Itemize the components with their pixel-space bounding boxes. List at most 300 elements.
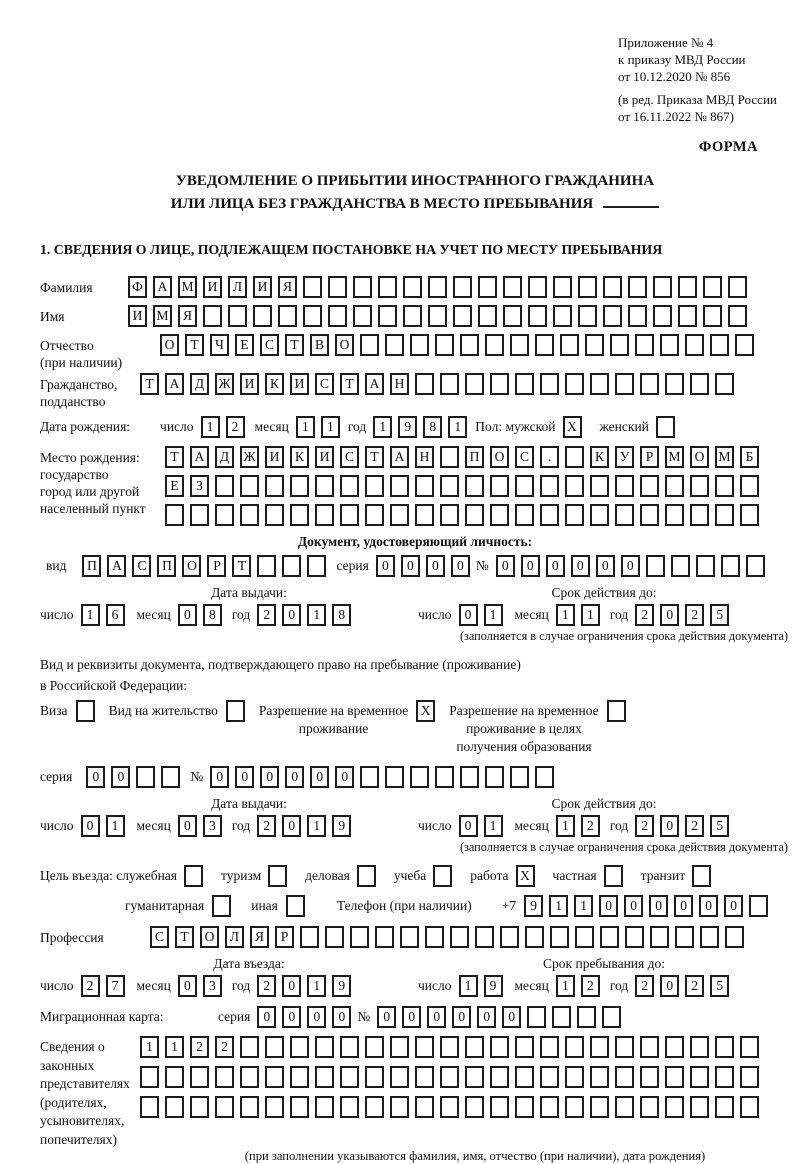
char-box[interactable] (665, 475, 684, 497)
char-box[interactable]: 1 (581, 604, 600, 626)
sex-male-checkbox[interactable]: X (563, 416, 582, 438)
char-box[interactable]: Н (390, 373, 409, 395)
char-box[interactable] (140, 1066, 159, 1088)
char-box[interactable]: 2 (581, 975, 600, 997)
char-box[interactable] (565, 373, 584, 395)
char-box[interactable] (161, 766, 180, 788)
char-box[interactable] (190, 1096, 209, 1118)
char-box[interactable]: Т (175, 926, 194, 948)
char-box[interactable]: 0 (427, 1006, 446, 1028)
char-box[interactable] (665, 1036, 684, 1058)
char-box[interactable] (415, 1036, 434, 1058)
char-box[interactable] (540, 1096, 559, 1118)
purpose-other-checkbox[interactable] (286, 895, 305, 917)
char-box[interactable]: О (335, 334, 354, 356)
char-box[interactable]: С (132, 555, 151, 577)
char-box[interactable]: 8 (332, 604, 351, 626)
char-box[interactable] (303, 305, 322, 327)
char-box[interactable] (340, 1066, 359, 1088)
char-box[interactable] (715, 504, 734, 526)
char-box[interactable] (725, 926, 744, 948)
char-box[interactable] (353, 305, 372, 327)
char-box[interactable]: 1 (484, 604, 503, 626)
char-box[interactable] (465, 1096, 484, 1118)
char-box[interactable] (440, 1066, 459, 1088)
char-box[interactable]: М (178, 276, 197, 298)
char-box[interactable] (453, 305, 472, 327)
char-box[interactable]: 0 (621, 555, 640, 577)
char-box[interactable]: 0 (724, 895, 743, 917)
char-box[interactable]: 2 (581, 815, 600, 837)
char-box[interactable] (528, 305, 547, 327)
char-box[interactable]: 0 (571, 555, 590, 577)
char-box[interactable]: 8 (203, 604, 222, 626)
char-box[interactable] (435, 334, 454, 356)
char-box[interactable] (690, 1036, 709, 1058)
char-box[interactable]: 0 (496, 555, 515, 577)
char-box[interactable]: 5 (710, 815, 729, 837)
char-box[interactable] (265, 1096, 284, 1118)
char-box[interactable] (565, 1096, 584, 1118)
char-box[interactable]: С (340, 446, 359, 468)
purpose-work-checkbox[interactable]: X (516, 865, 535, 887)
char-box[interactable]: Т (185, 334, 204, 356)
char-box[interactable] (590, 504, 609, 526)
char-box[interactable]: 3 (203, 975, 222, 997)
char-box[interactable] (590, 1036, 609, 1058)
char-box[interactable]: 1 (556, 975, 575, 997)
char-box[interactable]: 0 (235, 766, 254, 788)
char-box[interactable] (215, 1066, 234, 1088)
char-box[interactable]: С (515, 446, 534, 468)
char-box[interactable]: 5 (710, 975, 729, 997)
char-box[interactable]: 1 (556, 815, 575, 837)
char-box[interactable]: 9 (484, 975, 503, 997)
char-box[interactable] (440, 504, 459, 526)
char-box[interactable] (415, 504, 434, 526)
char-box[interactable] (165, 1066, 184, 1088)
char-box[interactable]: Т (285, 334, 304, 356)
char-box[interactable] (390, 1036, 409, 1058)
char-box[interactable]: 1 (321, 416, 340, 438)
char-box[interactable] (265, 1066, 284, 1088)
char-box[interactable] (715, 1066, 734, 1088)
char-box[interactable] (240, 475, 259, 497)
char-box[interactable] (640, 504, 659, 526)
char-box[interactable] (628, 276, 647, 298)
char-box[interactable]: 1 (140, 1036, 159, 1058)
edu-permit-checkbox[interactable] (607, 700, 626, 722)
char-box[interactable] (590, 1066, 609, 1088)
char-box[interactable]: 1 (556, 604, 575, 626)
char-box[interactable] (510, 766, 529, 788)
char-box[interactable]: 2 (635, 604, 654, 626)
char-box[interactable] (650, 926, 669, 948)
char-box[interactable]: И (315, 446, 334, 468)
char-box[interactable]: И (240, 373, 259, 395)
char-box[interactable] (365, 504, 384, 526)
char-box[interactable]: И (290, 373, 309, 395)
char-box[interactable] (528, 276, 547, 298)
char-box[interactable] (378, 305, 397, 327)
char-box[interactable] (690, 1096, 709, 1118)
char-box[interactable] (290, 1066, 309, 1088)
char-box[interactable] (535, 766, 554, 788)
char-box[interactable]: 2 (190, 1036, 209, 1058)
char-box[interactable]: Р (275, 926, 294, 948)
char-box[interactable]: 0 (459, 604, 478, 626)
char-box[interactable]: Я (250, 926, 269, 948)
char-box[interactable] (640, 1066, 659, 1088)
char-box[interactable] (515, 504, 534, 526)
char-box[interactable] (460, 766, 479, 788)
char-box[interactable] (340, 504, 359, 526)
char-box[interactable] (515, 373, 534, 395)
char-box[interactable]: 1 (549, 895, 568, 917)
char-box[interactable] (378, 276, 397, 298)
char-box[interactable] (465, 1036, 484, 1058)
char-box[interactable] (265, 1036, 284, 1058)
char-box[interactable] (478, 305, 497, 327)
char-box[interactable] (590, 373, 609, 395)
char-box[interactable]: Е (165, 475, 184, 497)
char-box[interactable] (340, 475, 359, 497)
char-box[interactable]: 0 (660, 815, 679, 837)
char-box[interactable]: Е (235, 334, 254, 356)
char-box[interactable] (485, 766, 504, 788)
char-box[interactable]: И (203, 276, 222, 298)
char-box[interactable] (653, 276, 672, 298)
char-box[interactable] (740, 1066, 759, 1088)
char-box[interactable] (535, 334, 554, 356)
char-box[interactable] (540, 373, 559, 395)
char-box[interactable] (740, 1036, 759, 1058)
char-box[interactable]: 1 (459, 975, 478, 997)
char-box[interactable]: Ф (128, 276, 147, 298)
char-box[interactable] (435, 766, 454, 788)
char-box[interactable] (140, 1096, 159, 1118)
purpose-study-checkbox[interactable] (433, 865, 452, 887)
char-box[interactable]: У (615, 446, 634, 468)
char-box[interactable]: 0 (282, 604, 301, 626)
char-box[interactable] (136, 766, 155, 788)
char-box[interactable]: 0 (660, 604, 679, 626)
char-box[interactable] (615, 373, 634, 395)
char-box[interactable]: О (182, 555, 201, 577)
char-box[interactable]: 1 (484, 815, 503, 837)
char-box[interactable]: К (590, 446, 609, 468)
char-box[interactable] (403, 305, 422, 327)
char-box[interactable] (490, 1096, 509, 1118)
char-box[interactable] (515, 1036, 534, 1058)
char-box[interactable]: А (365, 373, 384, 395)
char-box[interactable] (665, 373, 684, 395)
char-box[interactable]: Т (165, 446, 184, 468)
char-box[interactable] (328, 276, 347, 298)
char-box[interactable] (425, 926, 444, 948)
char-box[interactable] (690, 373, 709, 395)
char-box[interactable] (365, 1096, 384, 1118)
char-box[interactable] (740, 475, 759, 497)
char-box[interactable]: И (128, 305, 147, 327)
char-box[interactable] (553, 305, 572, 327)
char-box[interactable] (615, 1066, 634, 1088)
char-box[interactable] (403, 276, 422, 298)
char-box[interactable] (660, 334, 679, 356)
char-box[interactable] (315, 1096, 334, 1118)
char-box[interactable] (478, 276, 497, 298)
char-box[interactable] (428, 305, 447, 327)
char-box[interactable] (203, 305, 222, 327)
char-box[interactable]: 0 (624, 895, 643, 917)
char-box[interactable] (540, 1036, 559, 1058)
char-box[interactable] (735, 334, 754, 356)
char-box[interactable]: 0 (451, 555, 470, 577)
char-box[interactable] (665, 1066, 684, 1088)
char-box[interactable]: 0 (81, 815, 100, 837)
char-box[interactable]: Ж (215, 373, 234, 395)
char-box[interactable] (715, 475, 734, 497)
char-box[interactable] (603, 305, 622, 327)
char-box[interactable]: 0 (376, 555, 395, 577)
char-box[interactable] (315, 1036, 334, 1058)
char-box[interactable] (350, 926, 369, 948)
char-box[interactable] (728, 305, 747, 327)
char-box[interactable] (628, 305, 647, 327)
char-box[interactable] (228, 305, 247, 327)
residence-permit-checkbox[interactable] (226, 700, 245, 722)
char-box[interactable] (190, 504, 209, 526)
char-box[interactable]: 1 (448, 416, 467, 438)
char-box[interactable]: 0 (178, 975, 197, 997)
char-box[interactable] (740, 504, 759, 526)
purpose-transit-checkbox[interactable] (692, 865, 711, 887)
char-box[interactable] (700, 926, 719, 948)
char-box[interactable]: Т (140, 373, 159, 395)
char-box[interactable] (515, 1096, 534, 1118)
char-box[interactable] (635, 334, 654, 356)
char-box[interactable]: 0 (660, 975, 679, 997)
purpose-business-checkbox[interactable] (357, 865, 376, 887)
char-box[interactable]: 1 (106, 815, 125, 837)
char-box[interactable] (703, 305, 722, 327)
char-box[interactable] (240, 1066, 259, 1088)
char-box[interactable]: 3 (203, 815, 222, 837)
char-box[interactable] (325, 926, 344, 948)
char-box[interactable] (390, 1066, 409, 1088)
char-box[interactable] (600, 926, 619, 948)
char-box[interactable] (165, 1096, 184, 1118)
char-box[interactable]: К (265, 373, 284, 395)
purpose-private-checkbox[interactable] (604, 865, 623, 887)
char-box[interactable] (215, 475, 234, 497)
char-box[interactable] (440, 475, 459, 497)
char-box[interactable] (215, 1096, 234, 1118)
char-box[interactable] (550, 926, 569, 948)
char-box[interactable]: 0 (452, 1006, 471, 1028)
char-box[interactable] (590, 475, 609, 497)
char-box[interactable] (465, 504, 484, 526)
char-box[interactable]: 1 (373, 416, 392, 438)
char-box[interactable] (715, 1096, 734, 1118)
char-box[interactable]: 0 (699, 895, 718, 917)
char-box[interactable] (565, 1036, 584, 1058)
char-box[interactable] (490, 1066, 509, 1088)
char-box[interactable]: 0 (282, 975, 301, 997)
char-box[interactable]: 2 (81, 975, 100, 997)
char-box[interactable] (410, 334, 429, 356)
char-box[interactable]: 2 (635, 815, 654, 837)
char-box[interactable] (265, 504, 284, 526)
char-box[interactable]: 1 (201, 416, 220, 438)
char-box[interactable] (646, 555, 665, 577)
char-box[interactable]: 0 (596, 555, 615, 577)
char-box[interactable] (307, 555, 326, 577)
char-box[interactable]: П (157, 555, 176, 577)
char-box[interactable]: А (107, 555, 126, 577)
char-box[interactable] (553, 276, 572, 298)
char-box[interactable]: 0 (599, 895, 618, 917)
char-box[interactable]: Д (190, 373, 209, 395)
char-box[interactable]: 9 (524, 895, 543, 917)
char-box[interactable]: 9 (332, 975, 351, 997)
char-box[interactable] (577, 1006, 596, 1028)
char-box[interactable]: Я (178, 305, 197, 327)
char-box[interactable] (290, 1036, 309, 1058)
char-box[interactable] (710, 334, 729, 356)
char-box[interactable] (315, 1066, 334, 1088)
char-box[interactable] (640, 1036, 659, 1058)
char-box[interactable] (525, 926, 544, 948)
char-box[interactable]: 9 (332, 815, 351, 837)
char-box[interactable] (590, 1096, 609, 1118)
char-box[interactable] (665, 504, 684, 526)
char-box[interactable] (315, 475, 334, 497)
char-box[interactable] (360, 766, 379, 788)
char-box[interactable] (740, 1096, 759, 1118)
char-box[interactable]: 1 (307, 975, 326, 997)
char-box[interactable]: 0 (674, 895, 693, 917)
char-box[interactable] (749, 895, 768, 917)
char-box[interactable] (696, 555, 715, 577)
char-box[interactable]: Л (225, 926, 244, 948)
char-box[interactable]: 0 (86, 766, 105, 788)
char-box[interactable]: 8 (423, 416, 442, 438)
char-box[interactable]: И (253, 276, 272, 298)
char-box[interactable]: Ж (240, 446, 259, 468)
char-box[interactable] (685, 334, 704, 356)
char-box[interactable]: 0 (546, 555, 565, 577)
char-box[interactable]: 1 (307, 815, 326, 837)
char-box[interactable] (665, 1096, 684, 1118)
char-box[interactable] (746, 555, 765, 577)
char-box[interactable]: А (390, 446, 409, 468)
char-box[interactable]: О (160, 334, 179, 356)
char-box[interactable] (610, 334, 629, 356)
char-box[interactable]: В (310, 334, 329, 356)
char-box[interactable]: М (715, 446, 734, 468)
char-box[interactable] (653, 305, 672, 327)
char-box[interactable]: 2 (257, 815, 276, 837)
char-box[interactable]: 0 (477, 1006, 496, 1028)
char-box[interactable]: О (690, 446, 709, 468)
char-box[interactable] (565, 1066, 584, 1088)
char-box[interactable] (365, 1066, 384, 1088)
char-box[interactable] (290, 1096, 309, 1118)
char-box[interactable]: 2 (226, 416, 245, 438)
char-box[interactable] (560, 334, 579, 356)
char-box[interactable] (490, 373, 509, 395)
char-box[interactable]: 7 (106, 975, 125, 997)
char-box[interactable] (365, 1036, 384, 1058)
char-box[interactable]: О (490, 446, 509, 468)
char-box[interactable] (390, 475, 409, 497)
char-box[interactable]: М (153, 305, 172, 327)
char-box[interactable] (453, 276, 472, 298)
char-box[interactable]: 0 (260, 766, 279, 788)
char-box[interactable] (715, 1036, 734, 1058)
char-box[interactable]: С (315, 373, 334, 395)
char-box[interactable]: 2 (257, 604, 276, 626)
char-box[interactable]: Д (215, 446, 234, 468)
char-box[interactable] (540, 504, 559, 526)
char-box[interactable] (375, 926, 394, 948)
char-box[interactable]: 0 (335, 766, 354, 788)
char-box[interactable] (515, 1066, 534, 1088)
char-box[interactable]: 2 (685, 975, 704, 997)
char-box[interactable] (578, 305, 597, 327)
char-box[interactable] (257, 555, 276, 577)
char-box[interactable] (240, 1096, 259, 1118)
char-box[interactable] (565, 475, 584, 497)
char-box[interactable] (353, 276, 372, 298)
char-box[interactable]: О (200, 926, 219, 948)
char-box[interactable] (303, 276, 322, 298)
char-box[interactable] (552, 1006, 571, 1028)
char-box[interactable]: З (190, 475, 209, 497)
char-box[interactable] (485, 334, 504, 356)
char-box[interactable] (490, 1036, 509, 1058)
char-box[interactable] (265, 475, 284, 497)
char-box[interactable] (428, 276, 447, 298)
char-box[interactable] (715, 373, 734, 395)
char-box[interactable]: 9 (398, 416, 417, 438)
char-box[interactable] (400, 926, 419, 948)
sex-female-checkbox[interactable] (656, 416, 675, 438)
char-box[interactable] (190, 1066, 209, 1088)
char-box[interactable] (465, 475, 484, 497)
char-box[interactable]: 0 (178, 815, 197, 837)
char-box[interactable]: М (665, 446, 684, 468)
char-box[interactable] (165, 504, 184, 526)
char-box[interactable]: 0 (282, 1006, 301, 1028)
char-box[interactable] (340, 1096, 359, 1118)
char-box[interactable]: 0 (402, 1006, 421, 1028)
char-box[interactable]: Б (740, 446, 759, 468)
char-box[interactable]: 2 (635, 975, 654, 997)
char-box[interactable]: 0 (178, 604, 197, 626)
char-box[interactable]: 0 (257, 1006, 276, 1028)
char-box[interactable] (615, 1036, 634, 1058)
char-box[interactable]: Т (340, 373, 359, 395)
char-box[interactable] (490, 504, 509, 526)
char-box[interactable]: П (465, 446, 484, 468)
purpose-official-checkbox[interactable] (184, 865, 203, 887)
char-box[interactable]: А (165, 373, 184, 395)
char-box[interactable]: 0 (459, 815, 478, 837)
char-box[interactable] (721, 555, 740, 577)
char-box[interactable] (410, 766, 429, 788)
